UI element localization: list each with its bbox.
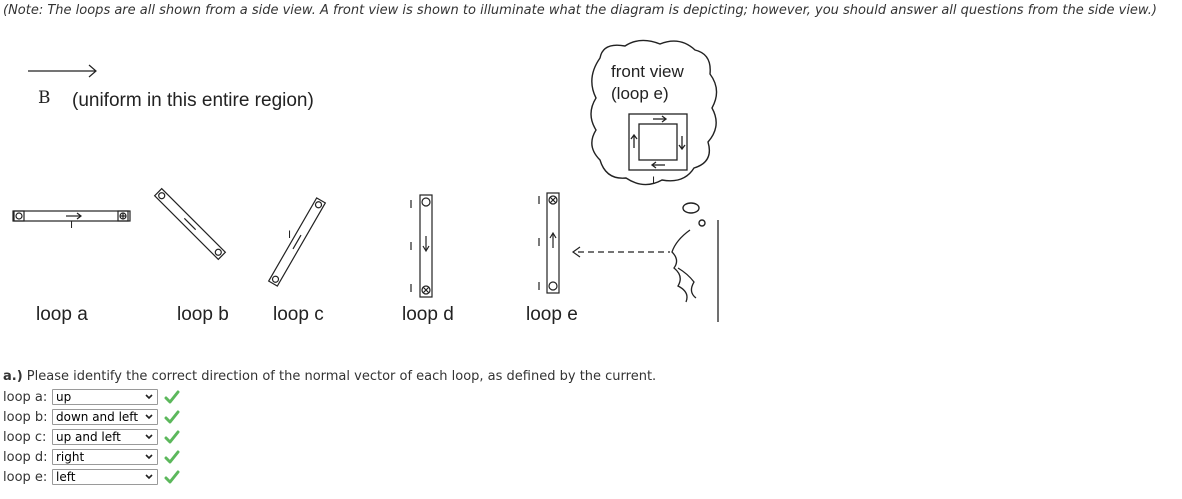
loop-c-select[interactable] xyxy=(52,429,158,445)
answer-list xyxy=(3,387,180,487)
check-icon xyxy=(164,469,180,485)
loop-b-label: loop b xyxy=(177,304,229,325)
current-label-a: I xyxy=(70,219,74,231)
check-icon xyxy=(164,389,180,405)
front-view-subtitle: (loop e) xyxy=(611,84,669,103)
answer-row-loop-a xyxy=(3,387,180,407)
question-a xyxy=(3,369,656,384)
answer-label: loop b: xyxy=(3,409,48,425)
loop-a-select[interactable] xyxy=(52,389,158,405)
loop-b-drawing xyxy=(155,189,226,260)
current-label-front: I xyxy=(652,175,656,187)
b-field-symbol: B xyxy=(38,88,51,108)
answer-row-loop-d xyxy=(3,447,180,467)
loop-diagram xyxy=(0,30,740,330)
answer-label: loop a: xyxy=(3,389,48,405)
loop-a-label: loop a xyxy=(36,304,88,325)
check-icon xyxy=(164,409,180,425)
selected-value: down and left xyxy=(56,410,139,424)
chevron-down-icon xyxy=(144,451,154,463)
answer-row-loop-c xyxy=(3,427,180,447)
front-view-heading: front view xyxy=(611,62,684,81)
check-icon xyxy=(164,449,180,465)
answer-row-loop-e xyxy=(3,467,180,487)
selected-value: up and left xyxy=(56,430,121,444)
selected-value: up xyxy=(56,390,72,404)
chevron-down-icon xyxy=(144,411,154,423)
b-field-arrow xyxy=(28,65,96,77)
selected-value: right xyxy=(56,450,85,464)
front-view-loop xyxy=(629,114,687,170)
loop-b-select[interactable] xyxy=(52,409,158,425)
chevron-down-icon xyxy=(144,471,154,483)
answer-label: loop d: xyxy=(3,449,48,465)
answer-row-loop-b xyxy=(3,407,180,427)
answer-label: loop e: xyxy=(3,469,48,485)
loop-d-drawing xyxy=(411,195,432,297)
loop-d-label: loop d xyxy=(402,304,454,325)
loop-e-label: loop e xyxy=(526,304,578,325)
chevron-down-icon xyxy=(144,391,154,403)
front-view-title xyxy=(611,61,684,105)
check-icon xyxy=(164,429,180,445)
instruction-note: (Note: The loops are all shown from a side view. A front view is shown to illuminate what the diagram is depicting; however, you should answer all questions from the side view.) xyxy=(3,3,1157,18)
current-label-c: I xyxy=(288,229,292,241)
loop-e-drawing xyxy=(539,193,559,293)
loop-c-label: loop c xyxy=(273,304,324,325)
observer-sketch xyxy=(672,220,718,322)
loop-d-select[interactable] xyxy=(52,449,158,465)
selected-value: left xyxy=(56,470,76,484)
view-direction-arrow xyxy=(573,247,670,257)
loop-c-drawing xyxy=(269,198,326,286)
answer-label: loop c: xyxy=(3,429,47,445)
loop-e-select[interactable] xyxy=(52,469,158,485)
question-text: Please identify the correct direction of the normal vector of each loop, as defined by the current. xyxy=(26,369,657,384)
b-field-description: (uniform in this entire region) xyxy=(72,90,314,111)
chevron-down-icon xyxy=(144,431,154,443)
question-prefix: a.) xyxy=(3,369,23,384)
